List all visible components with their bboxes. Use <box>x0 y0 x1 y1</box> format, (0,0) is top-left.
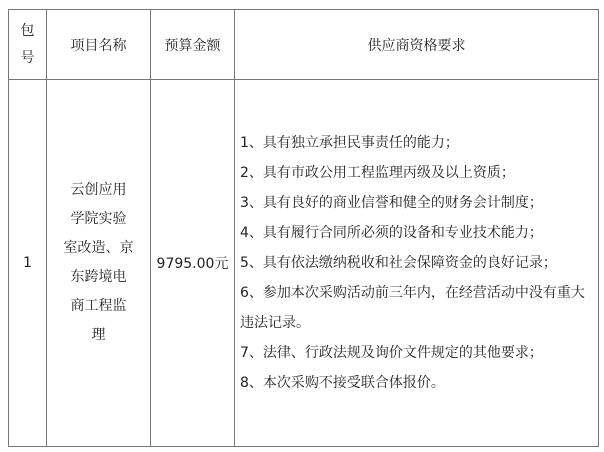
project-name-cell <box>47 80 151 447</box>
requirement-item: 5、具有依法缴纳税收和社会保障资金的良好记录； <box>240 255 557 271</box>
requirement-item: 2、具有市政公用工程监理丙级及以上资质； <box>240 165 515 181</box>
requirement-item: 7、法律、行政法规及询价文件规定的其他要求； <box>240 345 543 361</box>
header-budget: 预算金额 <box>151 10 235 80</box>
project-name-line: 东跨境电 <box>70 269 127 285</box>
project-name-line: 室改造、京 <box>63 240 134 256</box>
project-name-line: 商工程监 <box>70 298 127 314</box>
header-package-no <box>9 10 47 80</box>
header-requirements: 供应商资格要求 <box>235 10 599 80</box>
requirements-cell <box>235 80 599 447</box>
project-name-line: 云创应用 <box>70 182 127 198</box>
requirement-item: 8、本次采购不接受联合体报价。 <box>240 375 445 391</box>
table-header-row <box>9 10 599 80</box>
project-name-line: 学院实验 <box>70 211 127 227</box>
requirement-item: 3、具有良好的商业信誉和健全的财务会计制度； <box>240 195 543 211</box>
project-name-line: 理 <box>91 327 106 343</box>
supplier-requirements-table <box>8 9 599 447</box>
package-number-cell: 1 <box>9 80 47 447</box>
header-package-line1: 包 <box>20 22 35 39</box>
table-row <box>9 80 599 447</box>
budget-amount-cell: 9795.00元 <box>151 80 235 447</box>
requirement-item: 4、具有履行合同所必须的设备和专业技术能力； <box>240 225 543 241</box>
requirement-item: 1、具有独立承担民事责任的能力； <box>240 135 459 151</box>
header-package-line2: 号 <box>20 49 35 66</box>
header-project-name: 项目名称 <box>47 10 151 80</box>
requirements-list <box>240 128 598 398</box>
requirement-item: 6、参加本次采购活动前三年内，在经营活动中没有重大违法记录。 <box>240 285 585 331</box>
